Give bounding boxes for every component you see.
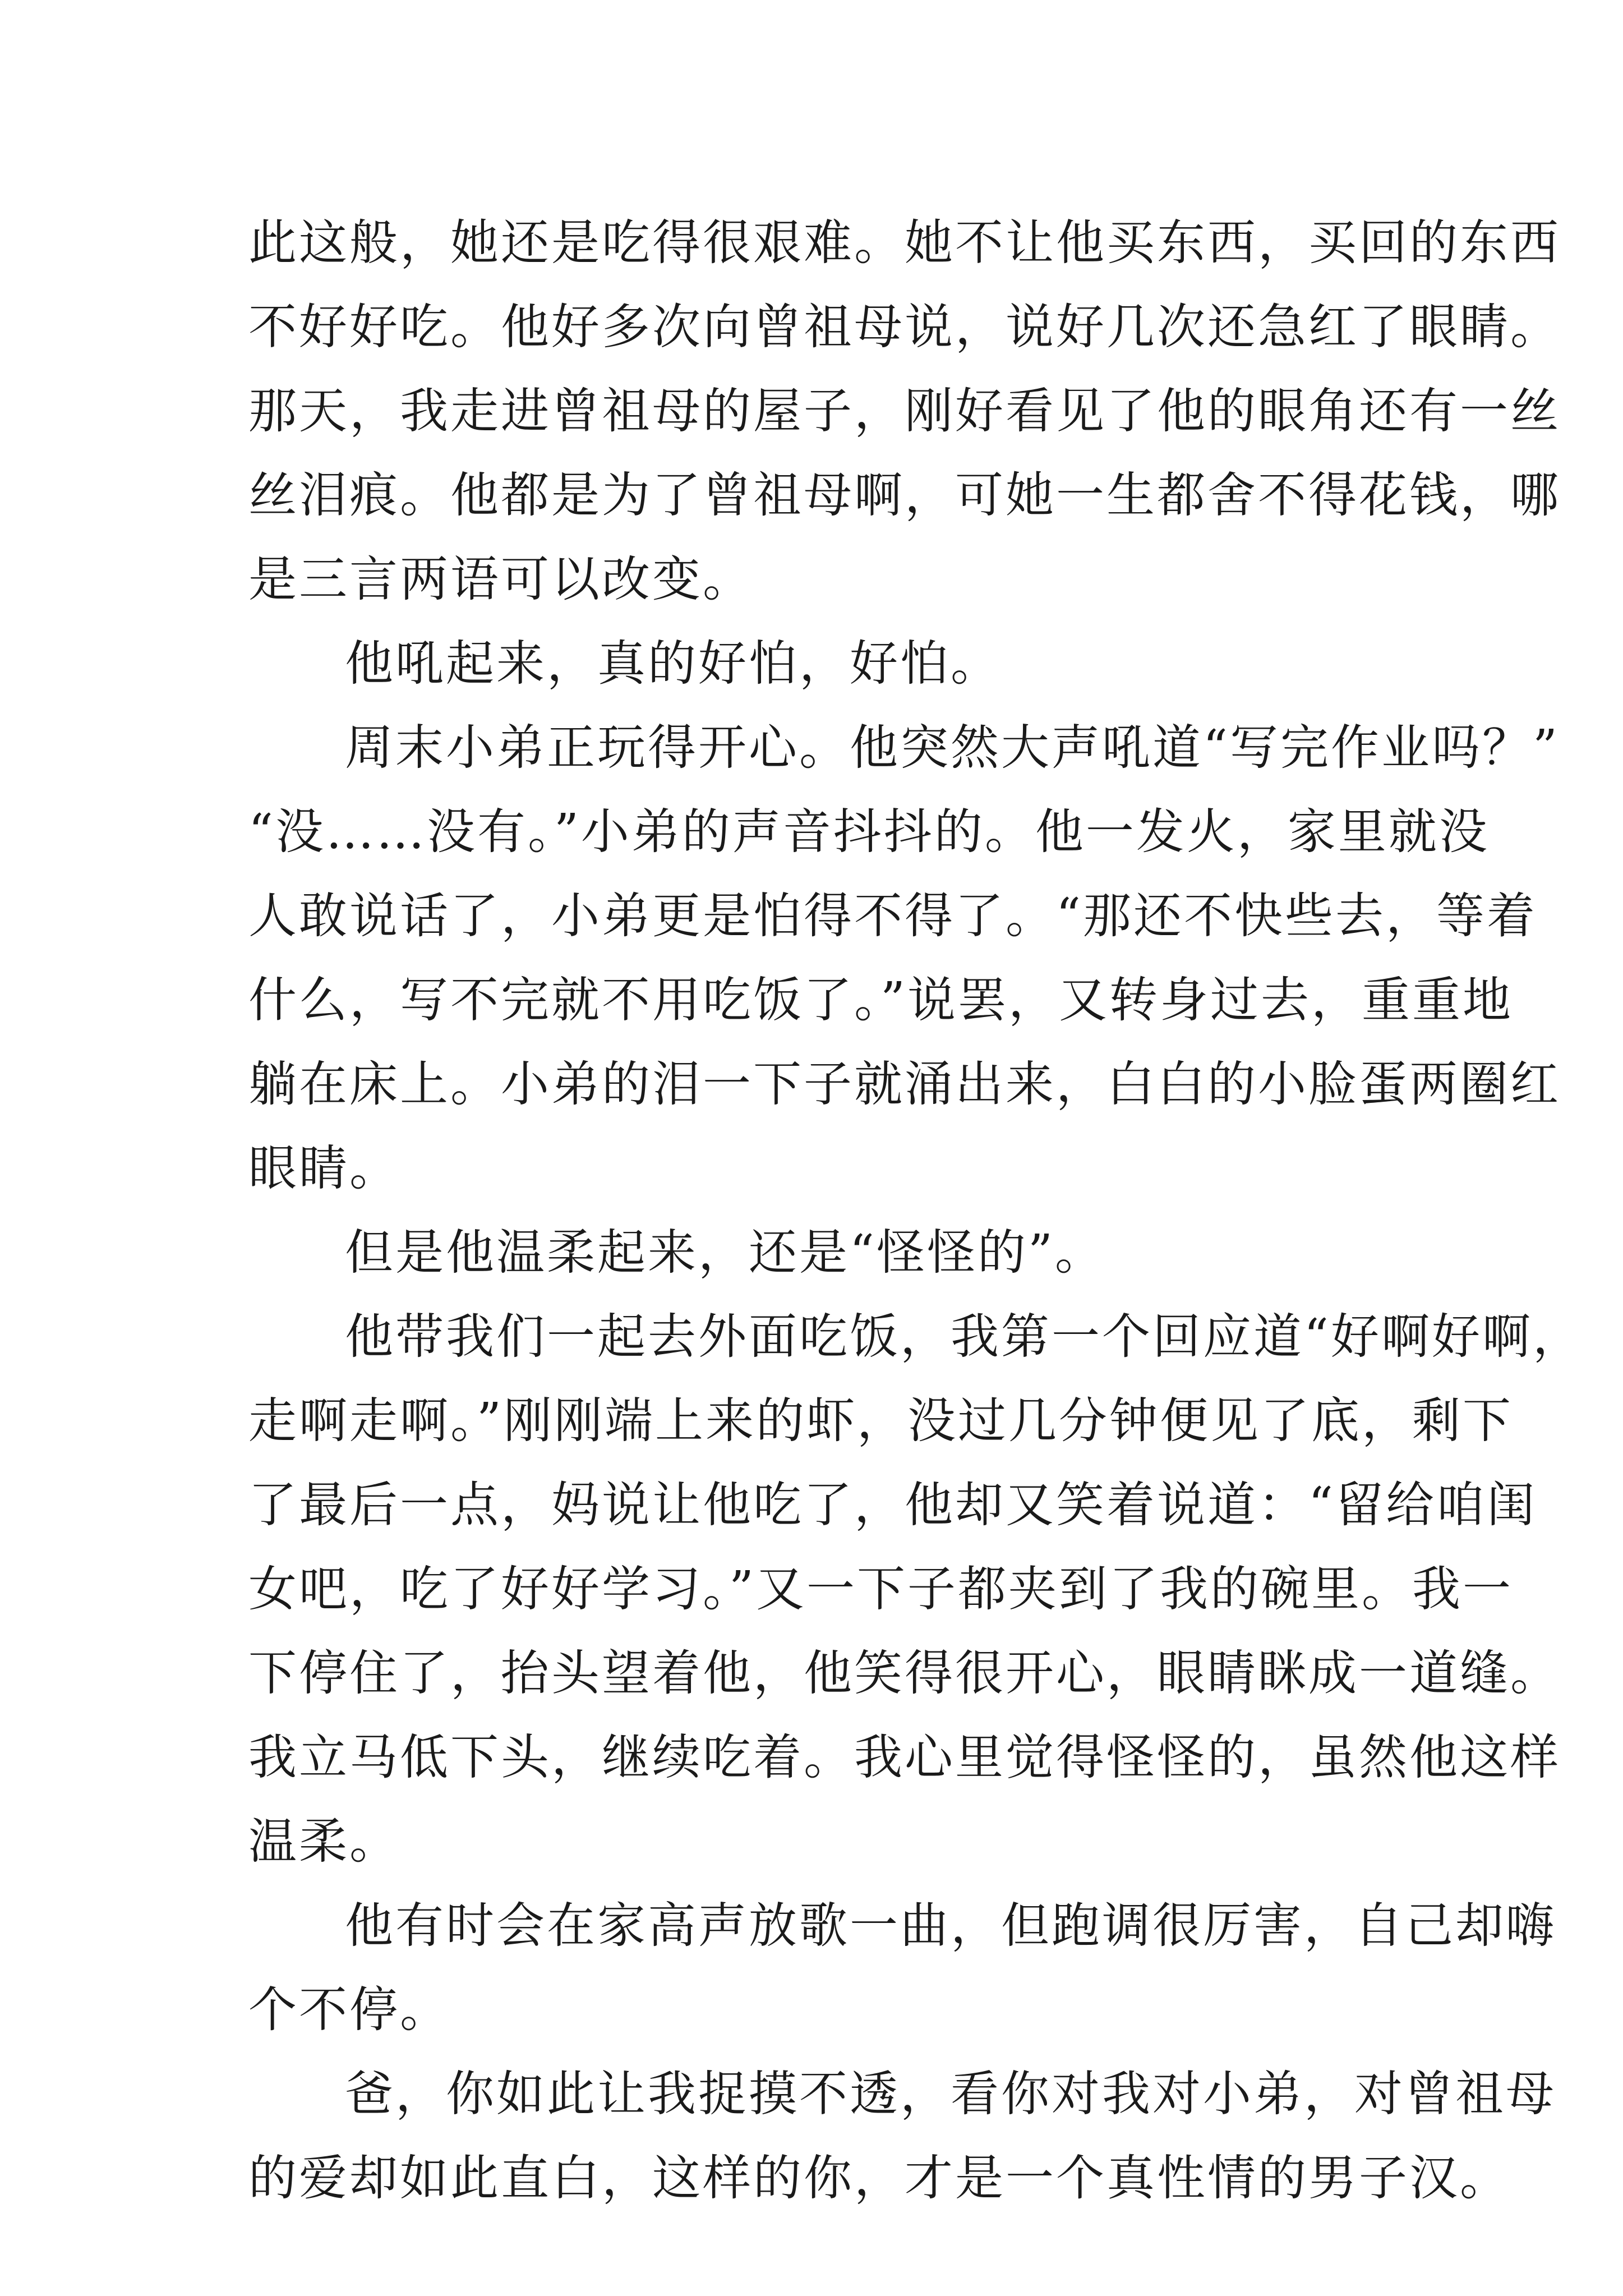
text-line: “没……没有。”小弟的声音抖抖的。他一发火，家里就没 (248, 804, 1490, 860)
text-line: 人敢说话了，小弟更是怕得不得了。“那还不快些去，等着 (248, 888, 1537, 944)
text-line: 女吧，吃了好好学习。”又一下子都夹到了我的碗里。我一 (248, 1561, 1513, 1617)
text-line: 眼睛。 (248, 1140, 400, 1197)
text-line: 但是他温柔起来，还是“怪怪的”。 (345, 1225, 1105, 1281)
text-line: 爸，你如此让我捉摸不透，看你对我对小弟，对曾祖母 (345, 2066, 1556, 2122)
text-line: 周末小弟正玩得开心。他突然大声吼道“写完作业吗？” (345, 720, 1560, 776)
text-line: 丝泪痕。他都是为了曾祖母啊，可她一生都舍不得花钱，哪 (248, 467, 1561, 523)
text-line: 此这般，她还是吃得很艰难。她不让他买东西，买回的东西 (248, 215, 1561, 271)
essay-body (248, 201, 1583, 2220)
text-line: 他吼起来，真的好怕，好怕。 (345, 636, 1001, 692)
text-line: 温柔。 (248, 1814, 400, 1870)
text-line: 的爱却如此直白，这样的你，才是一个真性情的男子汉。 (248, 2150, 1510, 2206)
text-line: 躺在床上。小弟的泪一下子就涌出来，白白的小脸蛋两圈红 (248, 1056, 1561, 1112)
text-line: 那天，我走进曾祖母的屋子，刚好看见了他的眼角还有一丝 (248, 383, 1561, 439)
paragraph (248, 2052, 1556, 2220)
text-line: 他有时会在家高声放歌一曲，但跑调很厉害，自己却嗨 (345, 1898, 1556, 1954)
paragraph (248, 201, 1561, 622)
paragraph (248, 1211, 1443, 1295)
text-line: 个不停。 (248, 1982, 450, 2038)
paragraph (248, 622, 1443, 706)
text-line: 是三言两语可以改变。 (248, 551, 753, 608)
text-line: 不好好吃。他好多次向曾祖母说，说好几次还急红了眼睛。 (248, 299, 1561, 355)
text-line: 什么，写不完就不用吃饭了。”说罢，又转身过去，重重地 (248, 972, 1513, 1028)
paragraph (248, 706, 1561, 1211)
text-line: 了最后一点，妈说让他吃了，他却又笑着说道：“留给咱闺 (248, 1477, 1537, 1533)
text-line: 他带我们一起去外面吃饭，我第一个回应道“好啊好啊， (345, 1309, 1583, 1365)
text-line: 走啊走啊。”刚刚端上来的虾，没过几分钟便见了底，剩下 (248, 1393, 1513, 1449)
text-line: 下停住了，抬头望着他，他笑得很开心，眼睛眯成一道缝。 (248, 1645, 1561, 1701)
paragraph (248, 1295, 1583, 1884)
paragraph (248, 1884, 1556, 2052)
text-line: 我立马低下头，继续吃着。我心里觉得怪怪的，虽然他这样 (248, 1729, 1561, 1786)
